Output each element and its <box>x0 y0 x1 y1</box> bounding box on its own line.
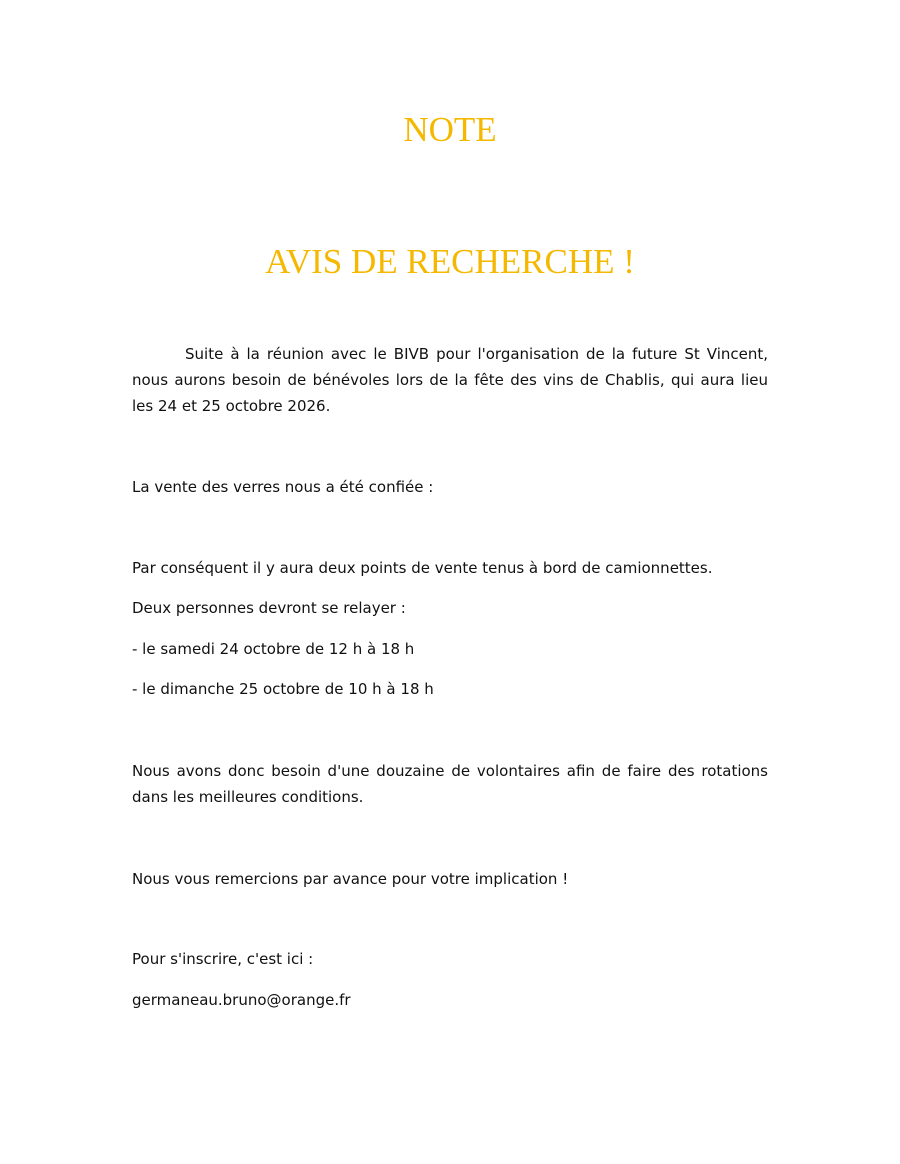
relay-line: Deux personnes devront se relayer : <box>132 599 406 617</box>
note-title: NOTE <box>403 110 497 149</box>
schedule-item-sunday: - le dimanche 25 octobre de 10 h à 18 h <box>132 680 434 698</box>
contact-email[interactable]: germaneau.bruno@orange.fr <box>132 991 351 1009</box>
signup-label: Pour s'inscrire, c'est ici : <box>132 950 314 968</box>
schedule-item-saturday: - le samedi 24 octobre de 12 h à 18 h <box>132 640 415 658</box>
thanks-line: Nous vous remercions par avance pour votre implication ! <box>132 870 569 888</box>
sale-line: La vente des verres nous a été confiée : <box>132 478 434 496</box>
intro-paragraph: Suite à la réunion avec le BIVB pour l'organisation de la future St Vincent, nous aurons besoin de bénévoles lors de la fête des vins de Chablis, qui aura lieu les 24 et 25 octobre 2026. <box>132 345 768 415</box>
headline: AVIS DE RECHERCHE ! <box>265 242 635 281</box>
points-line: Par conséquent il y aura deux points de vente tenus à bord de camionnettes. <box>132 559 713 577</box>
volunteers-paragraph: Nous avons donc besoin d'une douzaine de volontaires afin de faire des rotations dans les meilleures conditions. <box>132 762 768 806</box>
